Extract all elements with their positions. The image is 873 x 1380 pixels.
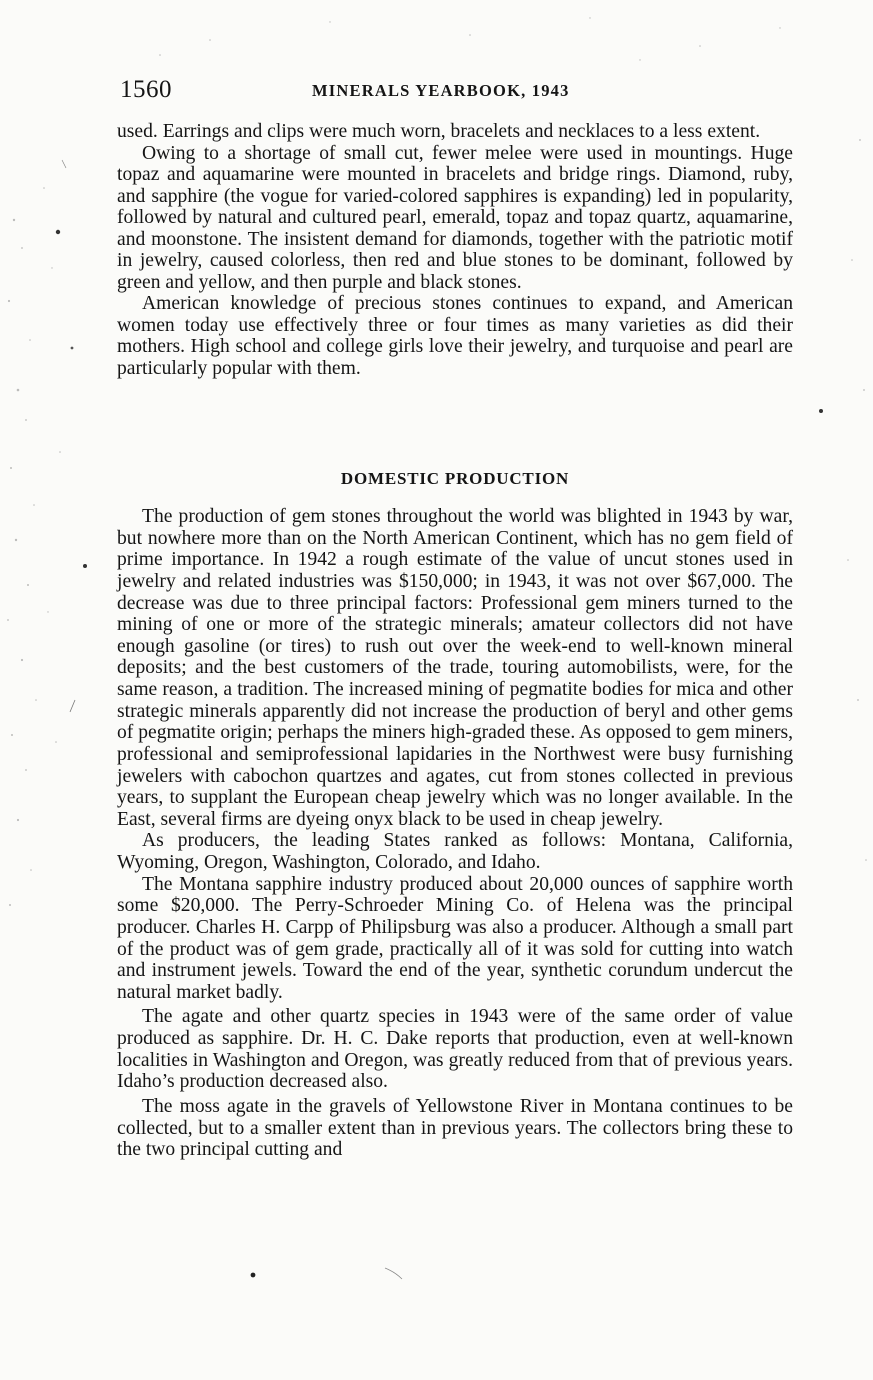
- paragraph: As producers, the leading States ranked as follows: Montana, California, Wyoming, Oregon, Washington, Colorado, and Idaho.: [117, 830, 793, 873]
- paragraph: The agate and other quartz species in 1943 were of the same order of value produced as sapphire. Dr. H. C. Dake reports that production, even at well-known localities in Washington and Oregon, was greatly reduced from that of previous years. Idaho’s production decreased also.: [117, 1006, 793, 1093]
- paragraph: used. Earrings and clips were much worn, bracelets and necklaces to a less extent.: [117, 121, 761, 142]
- paragraph: American knowledge of precious stones continues to expand, and American women today use effectively three or four times as many varieties as did their mothers. High school and college girls love their jewelry, and turquoise and pearl are particularly popular with them.: [117, 293, 793, 380]
- speck-mark: [56, 230, 60, 234]
- running-head: MINERALS YEARBOOK, 1943: [312, 81, 570, 100]
- paragraph: The moss agate in the gravels of Yellowstone River in Montana continues to be collected, but to a smaller extent than in previous years. The collectors bring these to the two principal cutting and: [117, 1095, 793, 1161]
- section-heading: DOMESTIC PRODUCTION: [340, 469, 570, 488]
- page-number: 1560: [120, 76, 172, 103]
- paragraph: Owing to a shortage of small cut, fewer melee were used in mountings. Huge topaz and aquamarine were mounted in bracelets and bridge rings. Diamond, ruby, and sapphire (the vogue for varied-colored sapphires is expanding) led in popularity, followed by natural and cultured pearl, emerald, topaz and topaz quartz, aquamarine, and moonstone. The insistent demand for diamonds, together with the patriotic motif in jewelry, caused colorless, then red and blue stones to be dominant, followed by green and yellow, and then purple and black stones.: [117, 142, 793, 293]
- paragraph: The production of gem stones throughout the world was blighted in 1943 by war, but nowhere more than on the North American Continent, which has no gem field of prime importance. In 1942 a rough estimate of the value of uncut stones used in jewelry and related industries was $150,000; in 1943, it was not over $67,000. The decrease was due to three principal factors: Professional gem miners turned to the mining of one or more of the strategic minerals; amateur collectors did not have enough gasoline (or tires) to rush out over the week-end to well-known mineral deposits; and the best customers of the trade, touring automobilists, were, for the same reason, a tradition. The increased mining of pegmatite bodies for mica and other strategic minerals apparently did not increase the production of beryl and other gems of pegmatite origin; perhaps the miners high-graded these. As opposed to gem miners, professional and semiprofessional lapidaries in the Northwest were busy furnishing jewelers with cabochon quartzes and agates, cut from stones collected in previous years, to supplant the European cheap jewelry which was no longer available. In the East, several firms are dyeing onyx black to be used in cheap jewelry.: [117, 506, 793, 830]
- body-text-top: [117, 121, 793, 380]
- speck-mark: [83, 564, 87, 568]
- speck-mark: [251, 1273, 256, 1278]
- speck-mark: [71, 347, 74, 350]
- paragraph: The Montana sapphire industry produced about 20,000 ounces of sapphire worth some $20,000. The Perry-Schroeder Mining Co. of Helena was the principal producer. Charles H. Carpp of Philipsburg was also a producer. Although a small part of the product was of gem grade, practically all of it was sold for cutting into watch and instrument jewels. Toward the end of the year, synthetic corundum undercut the natural market badly.: [117, 873, 793, 1003]
- body-text-bottom: [117, 506, 793, 1161]
- page-header: [120, 76, 800, 104]
- speck-mark: [819, 409, 823, 413]
